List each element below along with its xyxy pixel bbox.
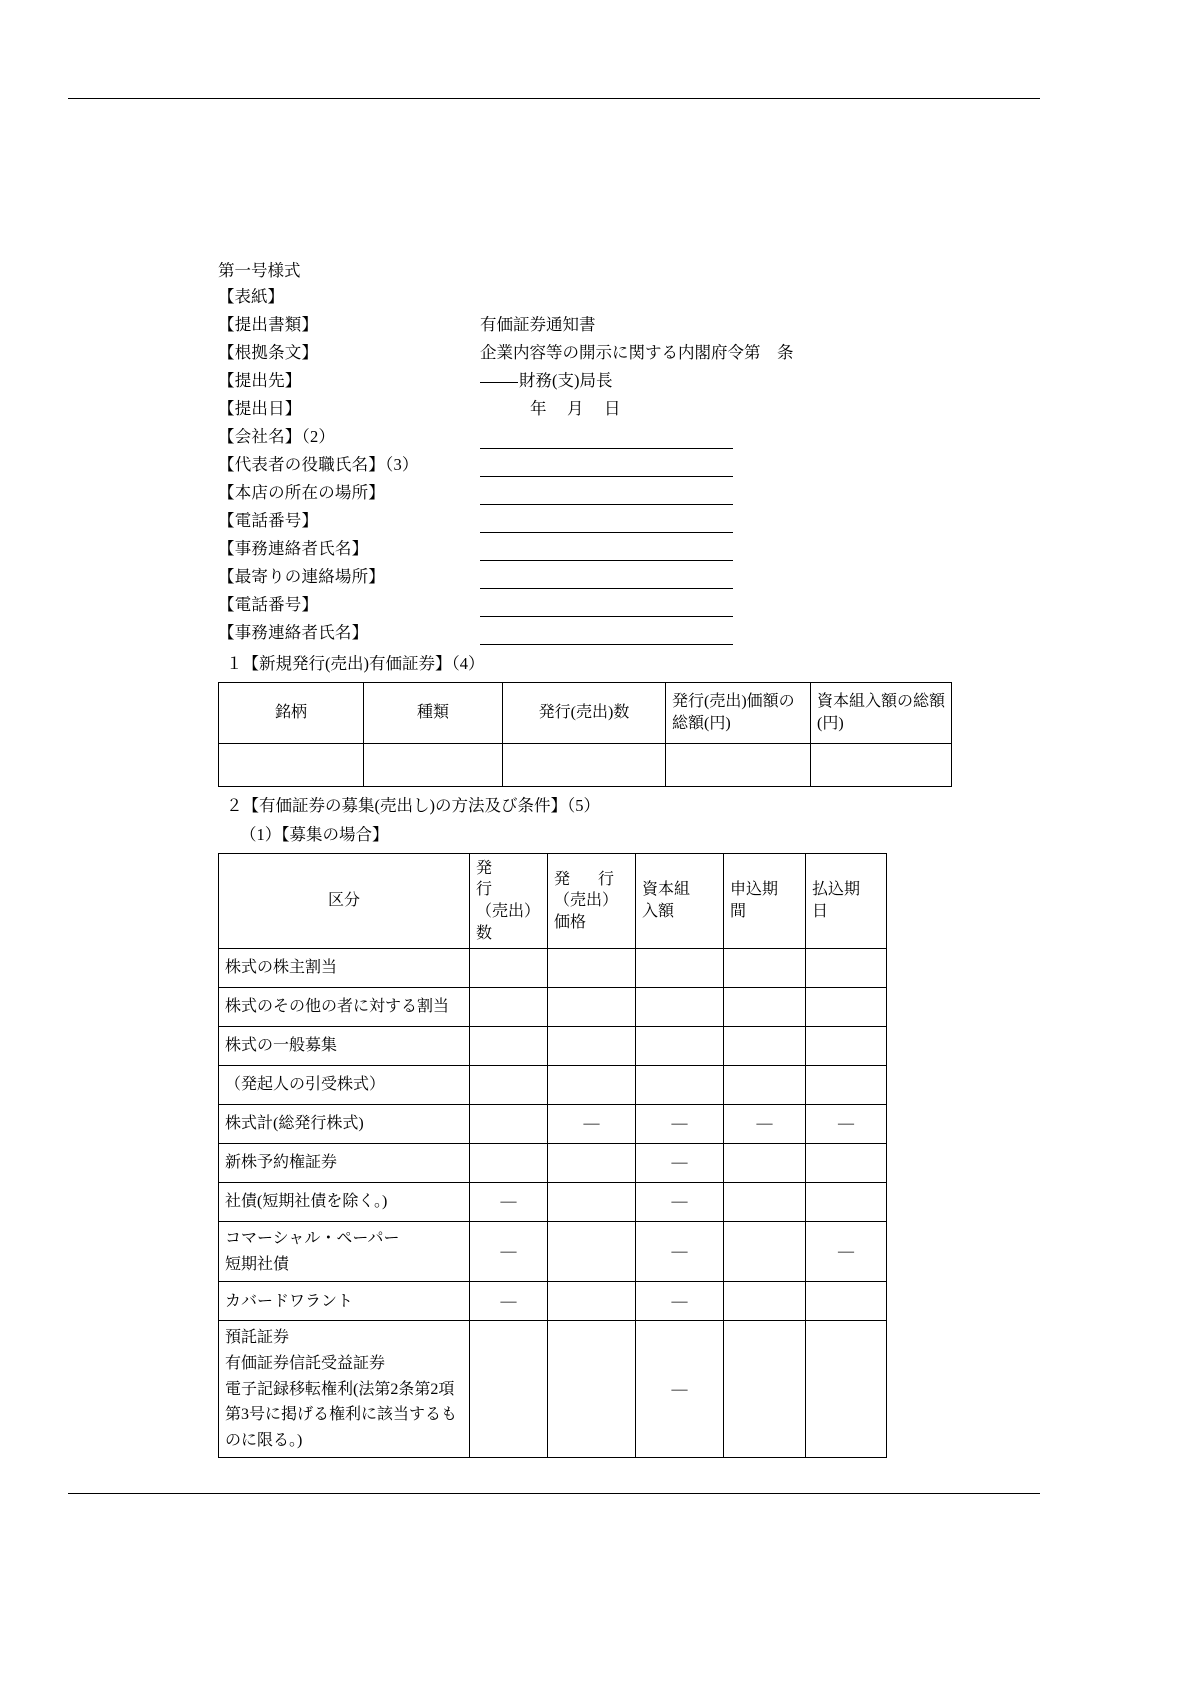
table-header-cell-issue-price: 発 行 （売出） 価格 xyxy=(548,853,636,948)
table-header-cell-application-period: 申込期 間 xyxy=(724,853,806,948)
table-row xyxy=(219,1144,887,1183)
table-cell[interactable] xyxy=(636,1027,724,1066)
table-cell[interactable] xyxy=(724,1321,806,1458)
field-value-with-blank xyxy=(480,368,1038,394)
table-header-row xyxy=(219,682,952,743)
table-cell[interactable] xyxy=(470,1321,548,1458)
table-cell[interactable] xyxy=(806,1282,887,1321)
field-value-blank xyxy=(480,539,733,561)
table-cell[interactable] xyxy=(548,1321,636,1458)
field-label: 【電話番号】 xyxy=(218,510,319,530)
table-cell[interactable] xyxy=(470,1027,548,1066)
table-cell[interactable] xyxy=(724,988,806,1027)
table-cell[interactable] xyxy=(548,1282,636,1321)
section-1-title: １【新規発行(売出)有価証券】（4） xyxy=(226,654,485,674)
table-row xyxy=(219,1222,887,1282)
table-cell[interactable] xyxy=(470,1144,548,1183)
table-cell[interactable] xyxy=(548,1144,636,1183)
table-cell[interactable] xyxy=(636,949,724,988)
table-cell[interactable] xyxy=(724,1222,806,1282)
table-cell-dash: — xyxy=(806,1222,887,1282)
page-top-rule xyxy=(68,98,1040,99)
table-cell-category-label: 預託証券 有価証券信託受益証券 電子記録移転権利(法第2条第2項第3号に掲げる権利に該当するものに限る。) xyxy=(219,1321,470,1458)
table-cell-dash: — xyxy=(636,1222,724,1282)
table-cell-category-label: コマーシャル・ペーパー 短期社債 xyxy=(219,1222,470,1282)
table-row xyxy=(219,1321,887,1458)
table-cell[interactable] xyxy=(503,743,666,786)
table-cell-category-label: 株式計(総発行株式) xyxy=(219,1105,470,1144)
table-cell[interactable] xyxy=(724,1183,806,1222)
table-cell[interactable] xyxy=(364,743,503,786)
field-value-blank xyxy=(480,623,733,645)
table-cell-category-label: （発起人の引受株式） xyxy=(219,1066,470,1105)
table-header-cell-type: 種類 xyxy=(364,682,503,743)
table-cell[interactable] xyxy=(636,1066,724,1105)
table-cell-dash: — xyxy=(470,1282,548,1321)
table-header-cell-total-capital: 資本組入額の総額(円) xyxy=(811,682,952,743)
table-header-cell-payment-date: 払込期 日 xyxy=(806,853,887,948)
table-row xyxy=(219,1183,887,1222)
table-row xyxy=(219,743,952,786)
table-cell[interactable] xyxy=(666,743,811,786)
table-cell[interactable] xyxy=(806,1321,887,1458)
table-cell[interactable] xyxy=(470,988,548,1027)
table-row xyxy=(219,949,887,988)
field-label: 【電話番号】 xyxy=(218,594,319,614)
table-header-cell-total-issue-value: 発行(売出)価額の総額(円) xyxy=(666,682,811,743)
table-cell-dash: — xyxy=(724,1105,806,1144)
table-cell[interactable] xyxy=(806,1027,887,1066)
field-value: 年 月 日 xyxy=(530,398,623,418)
field-label: 【代表者の役職氏名】（3） xyxy=(218,454,419,474)
table-row xyxy=(219,1282,887,1321)
table-cell-dash: — xyxy=(636,1282,724,1321)
table-cell-category-label: カバードワラント xyxy=(219,1282,470,1321)
field-label: 【根拠条文】 xyxy=(218,342,319,362)
blank-underline xyxy=(480,381,518,383)
table-cell[interactable] xyxy=(548,1066,636,1105)
table-cell-dash: — xyxy=(806,1105,887,1144)
table-header-cell-category: 区分 xyxy=(219,853,470,948)
table-cell-category-label: 株式の一般募集 xyxy=(219,1027,470,1066)
table-cell[interactable] xyxy=(219,743,364,786)
table-cell[interactable] xyxy=(811,743,952,786)
field-label: 【事務連絡者氏名】 xyxy=(218,538,369,558)
table-cell-category-label: 株式のその他の者に対する割当 xyxy=(219,988,470,1027)
table-cell-category-label: 株式の株主割当 xyxy=(219,949,470,988)
table-cell[interactable] xyxy=(806,1144,887,1183)
table-cell[interactable] xyxy=(470,949,548,988)
field-row-submitted-to xyxy=(218,365,1038,393)
field-row-submission-date xyxy=(218,393,1038,421)
cover-heading: 【表紙】 xyxy=(218,286,284,306)
field-row-phone-number-2 xyxy=(218,589,1038,617)
table-cell-category-label: 新株予約権証券 xyxy=(219,1144,470,1183)
field-label: 【提出書類】 xyxy=(218,314,319,334)
table-cell[interactable] xyxy=(806,949,887,988)
table-cell[interactable] xyxy=(724,1282,806,1321)
table-cell[interactable] xyxy=(806,988,887,1027)
table-cell-dash: — xyxy=(470,1222,548,1282)
table-cell-dash: — xyxy=(636,1105,724,1144)
field-label: 【本店の所在の場所】 xyxy=(218,482,385,502)
table-cell[interactable] xyxy=(470,1105,548,1144)
table-row xyxy=(219,988,887,1027)
field-row-representative xyxy=(218,449,1038,477)
section-2-title: ２【有価証券の募集(売出し)の方法及び条件】（5） xyxy=(226,795,600,815)
table-cell[interactable] xyxy=(548,1183,636,1222)
table-header-cell-brand: 銘柄 xyxy=(219,682,364,743)
field-row-contact-person-1 xyxy=(218,533,1038,561)
new-issue-securities-table xyxy=(218,682,952,787)
field-value-blank xyxy=(480,595,733,617)
field-value-blank xyxy=(480,427,733,449)
table-cell[interactable] xyxy=(636,988,724,1027)
field-row-company-name xyxy=(218,421,1038,449)
field-label: 【最寄りの連絡場所】 xyxy=(218,566,385,586)
table-cell-dash: — xyxy=(636,1321,724,1458)
table-row xyxy=(219,1027,887,1066)
field-row-nearest-contact-place xyxy=(218,561,1038,589)
field-label: 【提出日】 xyxy=(218,398,302,418)
page-bottom-rule xyxy=(68,1493,1040,1494)
table-row xyxy=(219,1105,887,1144)
table-cell[interactable] xyxy=(470,1066,548,1105)
table-cell-dash: — xyxy=(548,1105,636,1144)
table-header-cell-issue-count: 発 行 （売出） 数 xyxy=(470,853,548,948)
field-value-blank xyxy=(480,455,733,477)
document-content xyxy=(218,258,1038,1458)
table-cell[interactable] xyxy=(548,949,636,988)
field-label: 【会社名】（2） xyxy=(218,426,336,446)
table-cell[interactable] xyxy=(724,1066,806,1105)
field-row-contact-person-2 xyxy=(218,617,1038,645)
table-cell[interactable] xyxy=(724,1027,806,1066)
field-label: 【事務連絡者氏名】 xyxy=(218,622,369,642)
field-value-blank xyxy=(480,567,733,589)
field-row-submission-document xyxy=(218,309,1038,337)
field-value-blank xyxy=(480,511,733,533)
table-cell-category-label: 社債(短期社債を除く。) xyxy=(219,1183,470,1222)
section-2-subtitle: （1）【募集の場合】 xyxy=(240,825,389,845)
table-cell[interactable] xyxy=(806,1066,887,1105)
table-cell[interactable] xyxy=(724,949,806,988)
form-number: 第一号様式 xyxy=(218,261,301,280)
table-cell[interactable] xyxy=(548,1222,636,1282)
table-cell-dash: — xyxy=(636,1144,724,1183)
offering-method-table xyxy=(218,853,887,1459)
field-value: 企業内容等の開示に関する内閣府令第 条 xyxy=(480,342,794,362)
table-cell[interactable] xyxy=(548,988,636,1027)
field-value-blank xyxy=(480,483,733,505)
table-header-cell-issue-count: 発行(売出)数 xyxy=(503,682,666,743)
table-header-row xyxy=(219,853,887,948)
table-header-cell-capital-amount: 資本組 入額 xyxy=(636,853,724,948)
table-row xyxy=(219,1066,887,1105)
table-cell[interactable] xyxy=(724,1144,806,1183)
table-cell[interactable] xyxy=(548,1027,636,1066)
table-cell[interactable] xyxy=(806,1183,887,1222)
field-row-head-office-location xyxy=(218,477,1038,505)
table-cell-dash: — xyxy=(470,1183,548,1222)
field-label: 【提出先】 xyxy=(218,370,302,390)
table-cell-dash: — xyxy=(636,1183,724,1222)
field-value: 有価証券通知書 xyxy=(480,314,596,334)
field-row-legal-basis xyxy=(218,337,1038,365)
field-row-phone-number-1 xyxy=(218,505,1038,533)
field-value: 財務(支)局長 xyxy=(519,370,613,390)
